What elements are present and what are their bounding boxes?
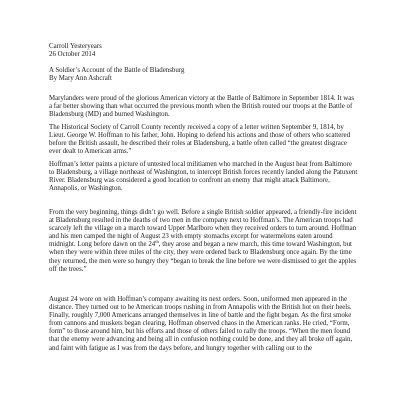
publication-name: Carroll Yesteryears [49,43,102,50]
paragraph-4-text-b: , they arose and began a new march, this time toward Washington, but when they were within three miles of the city, they were ordered back to Bladensburg once again. By the time they returned, the men were so hungry they “began to break the line before we were dismissed to get the apples off the trees.” [49,241,357,273]
article-title: A Soldier’s Account of the Battle of Bladensburg [49,67,185,74]
article-byline: By Mary Ann Ashcraft [49,75,112,82]
paragraph-5: August 24 wore on with Hoffman’s company awaiting its next orders. Soon, uniformed men appeared in the distance. They turned out to be American troops rushing in from Annapolis with the British hot on their heels. Finally, roughly 7,000 Americans arranged themselves in line of battle and the fight began. As the first smoke from cannons and muskets began clearing, Hoffman observed chaos in the American ranks. He cried, “Form, form” to those around him, but his efforts and those of others failed to rally the troops. “When the men found that the enemy were advancing and being all in confusion nothing could be done, and they all broke off again, and faint with fatigue as I was from the days before, and hungry together with calling out to the [49,296,353,352]
paragraph-4 [49,209,358,274]
publication-date: 26 October 2014 [49,51,96,58]
paragraph-2: The Historical Society of Carroll County recently received a copy of a letter written September 9, 1814, by Lieut. George W. Hoffman to his father, John. Hoping to defend his actions and those of others who scattered before the British assault, he described their roles at Bladensburg, a battle often called “the greatest disgrace ever dealt to American arms.” [49,124,351,156]
paragraph-4-text-a: From the very beginning, things didn’t go well. Before a single British soldier appeared, a friendly-fire incident at Bladensburg resulted in the deaths of two men in the company next to Hoffman’s. The American troops had scarcely left the village on a march toward Upper Marlboro when they received orders to turn around. Hoffman and his men camped the night of August 23 with empty stomachs except for watermelons eaten around midnight. Long before dawn on the 24 [49,209,357,249]
paragraph-1: Marylanders were proud of the glorious American victory at the Battle of Baltimore in September 1814. It was a far better showing than what occurred the previous month when the British routed our troops at the Battle of Bladensburg (MD) and burned Washington. [49,95,355,119]
paragraph-3: Hoffman’s letter paints a picture of untested local militiamen who marched in the August heat from Baltimore to Bladensburg, a village northeast of Washington, to intercept British forces recently landed along the Patuxent River. Bladensburg was considered a good location to confront an enemy that might attack Baltimore, Annapolis, or Washington. [49,161,358,193]
ordinal-suffix: th [155,239,159,245]
